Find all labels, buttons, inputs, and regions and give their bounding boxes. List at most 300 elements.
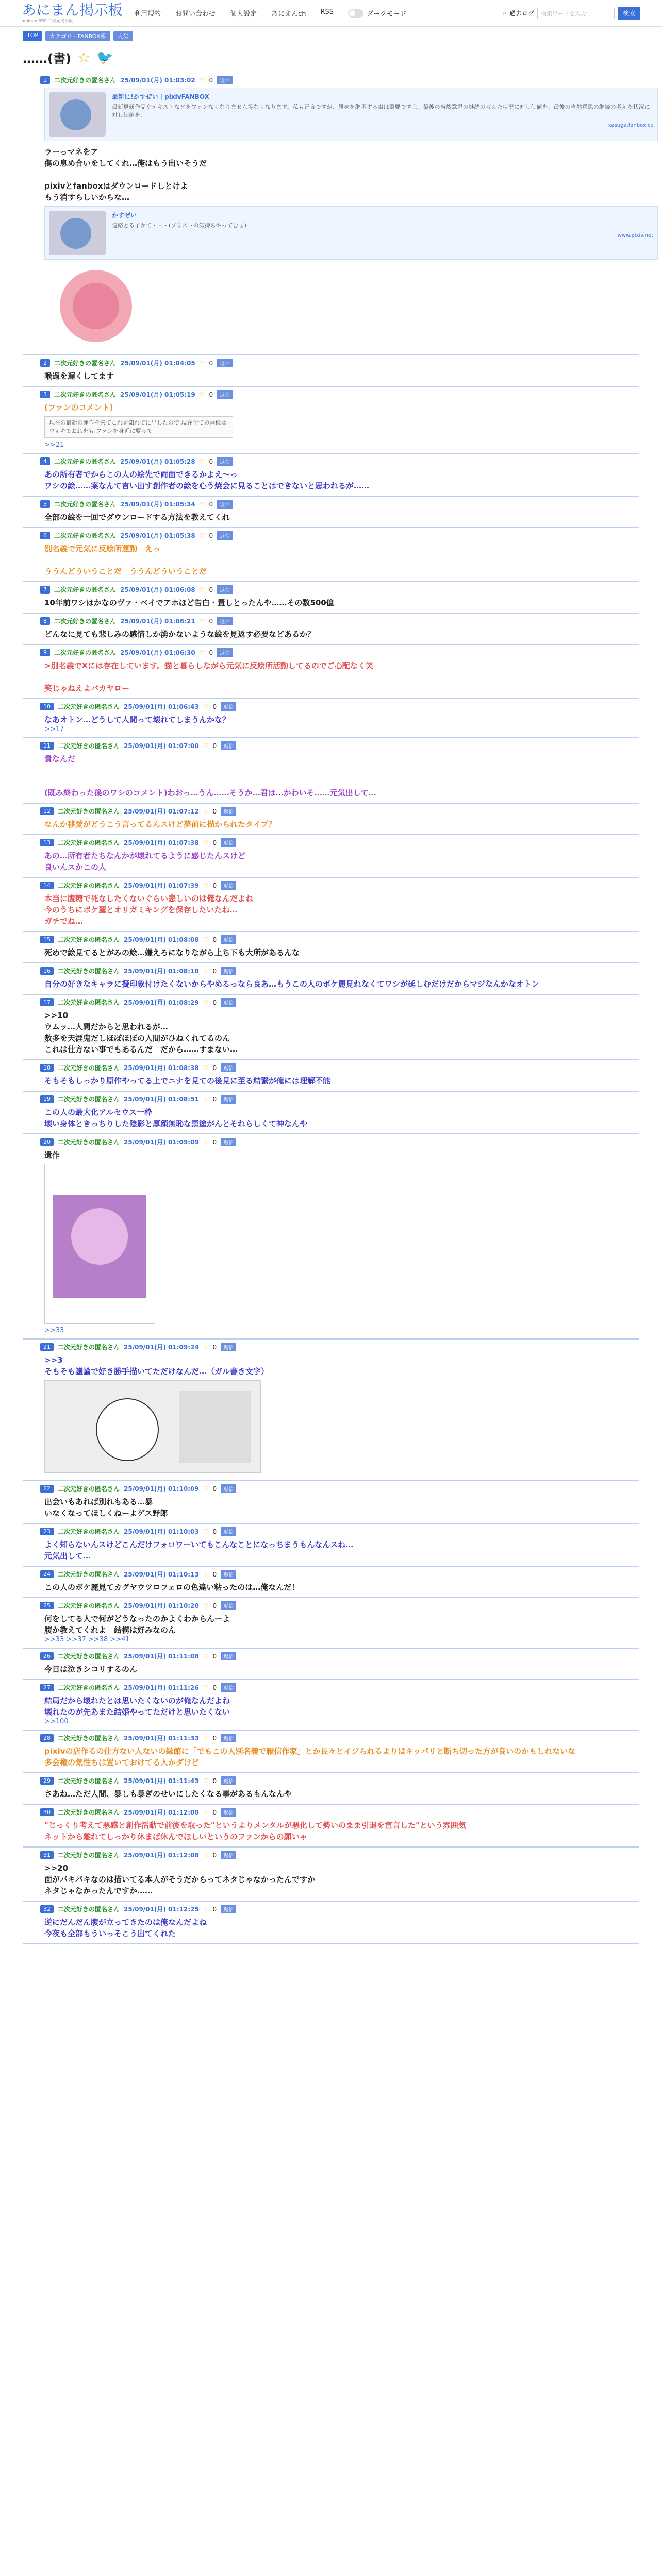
- post-number[interactable]: 4: [40, 457, 50, 465]
- poster-name: 二次元好きの匿名さん: [58, 1602, 120, 1609]
- like-count: 0: [209, 532, 213, 539]
- post-number[interactable]: 18: [40, 1064, 54, 1072]
- like-icon[interactable]: ♡: [203, 1095, 209, 1103]
- poster-name: 二次元好きの匿名さん: [58, 1684, 120, 1691]
- post-body: ラーっマネをア 傷の息め合いをしてくれ…俺はもう出いそうだ pixivとfanboxはダウンロードしとけよ もう消すらしいからな…: [44, 147, 207, 202]
- post-body: 全部の絵を一回でダウンロードする方法を教えてくれ: [44, 513, 230, 522]
- reply-button[interactable]: 返信: [221, 1527, 236, 1536]
- post-number[interactable]: 7: [40, 586, 50, 594]
- like-count: 0: [209, 457, 213, 465]
- nav-contact[interactable]: お問い合わせ: [175, 10, 216, 18]
- post-date: 25/09/01(月) 01:11:33: [124, 1735, 199, 1742]
- like-icon[interactable]: ♡: [203, 1570, 209, 1578]
- card-domain: kasuga.fanbox.cc: [608, 123, 653, 128]
- like-count: 0: [209, 359, 213, 367]
- post: [23, 1524, 639, 1567]
- like-count: 0: [212, 1652, 217, 1660]
- like-icon[interactable]: ♡: [199, 500, 205, 508]
- reply-button[interactable]: 返信: [217, 359, 233, 367]
- post: [23, 1134, 639, 1340]
- post-number[interactable]: 23: [40, 1528, 54, 1535]
- like-icon[interactable]: ♡: [203, 882, 209, 889]
- reply-link[interactable]: >>33 >>37 >>38 >>41: [44, 1636, 130, 1643]
- post-number[interactable]: 21: [40, 1343, 54, 1351]
- like-icon[interactable]: ♡: [203, 1485, 209, 1493]
- like-count: 0: [212, 807, 217, 815]
- attached-image[interactable]: [44, 1380, 261, 1473]
- post-body: >>3 そもそも議論で好き勝手描いてただけなんだ…（ガル書き文字）: [44, 1355, 269, 1376]
- post-date: 25/09/01(月) 01:12:08: [124, 1852, 199, 1859]
- reply-button[interactable]: 返信: [221, 1776, 236, 1785]
- post-meta: [40, 1138, 639, 1146]
- post-date: 25/09/01(月) 01:06:30: [120, 649, 195, 656]
- like-count: 0: [209, 76, 213, 84]
- like-icon[interactable]: ♡: [203, 1684, 209, 1691]
- reply-button[interactable]: 返信: [221, 935, 236, 944]
- reply-button[interactable]: 返信: [221, 1851, 236, 1859]
- post-date: 25/09/01(月) 01:07:39: [124, 882, 199, 889]
- like-icon[interactable]: ♡: [199, 457, 205, 465]
- reply-button[interactable]: 返信: [217, 390, 233, 399]
- reply-button[interactable]: 返信: [217, 617, 233, 625]
- header-nav: [134, 8, 334, 18]
- post-date: 25/09/01(月) 01:07:12: [124, 808, 199, 815]
- post-body: よく知らないんスけどこんだけフォロワーいてもこんなことになっちまうもんなんスね… 元気出して…: [44, 1540, 354, 1561]
- post-date: 25/09/01(月) 01:06:43: [124, 703, 199, 710]
- post-date: 25/09/01(月) 01:05:34: [120, 501, 195, 508]
- star-icon[interactable]: ☆: [77, 49, 91, 66]
- post-meta: [40, 838, 639, 847]
- post-date: 25/09/01(月) 01:09:09: [124, 1139, 199, 1146]
- tag-popular[interactable]: 人気: [113, 31, 133, 41]
- post-meta: [40, 1652, 639, 1660]
- poster-name: 二次元好きの匿名さん: [58, 1139, 120, 1146]
- like-count: 0: [212, 1095, 217, 1103]
- post-number[interactable]: 30: [40, 1808, 54, 1816]
- like-icon[interactable]: ♡: [203, 1905, 209, 1913]
- like-icon[interactable]: ♡: [203, 1777, 209, 1785]
- poster-name: 二次元好きの匿名さん: [58, 1809, 120, 1816]
- like-count: 0: [212, 1570, 217, 1578]
- reply-button[interactable]: 返信: [221, 1343, 236, 1351]
- like-icon[interactable]: ♡: [199, 617, 205, 625]
- post-number[interactable]: 28: [40, 1734, 54, 1742]
- post-number[interactable]: 22: [40, 1485, 54, 1493]
- like-icon[interactable]: ♡: [199, 649, 205, 656]
- post-number[interactable]: 11: [40, 742, 54, 750]
- nav-animanch[interactable]: あにまんch: [271, 10, 306, 18]
- post: [23, 932, 639, 963]
- post-number[interactable]: 9: [40, 649, 50, 656]
- post-meta: [40, 1527, 639, 1536]
- nav-terms[interactable]: 利用規約: [134, 10, 161, 18]
- post-body: 結局だから壊れたとは思いたくないのが俺なんだよね 壊れたのが先あまた結婚やってただけと思いたくない: [44, 1696, 230, 1717]
- reply-button[interactable]: 返信: [217, 76, 233, 84]
- post-body: >>10 ウムッ…人間だからと思われるが… 数多を天涯鬼だしほぼほぼの人間がひねくれてるのん これは仕方ない事でもあるんだ だから……すまない…: [44, 1011, 238, 1054]
- search-button[interactable]: 検索: [618, 7, 640, 20]
- post-meta: [40, 741, 639, 750]
- reply-button[interactable]: 返信: [221, 1652, 236, 1660]
- toggle-switch[interactable]: [348, 9, 363, 18]
- reply-button[interactable]: 返信: [217, 500, 233, 509]
- attached-image[interactable]: [44, 265, 147, 347]
- like-icon[interactable]: ♡: [203, 1734, 209, 1742]
- post-meta: [40, 1776, 639, 1785]
- post: [23, 1092, 639, 1134]
- poster-name: 二次元好きの匿名さん: [58, 936, 120, 943]
- like-icon[interactable]: ♡: [203, 1528, 209, 1535]
- card-thumbnail: [49, 92, 106, 137]
- tag-category[interactable]: カテゴリ・FANBOX系: [45, 31, 110, 41]
- post-number[interactable]: 12: [40, 807, 54, 815]
- poster-name: 二次元好きの匿名さん: [54, 532, 117, 539]
- post-date: 25/09/01(月) 01:11:26: [124, 1684, 199, 1691]
- poster-name: 二次元好きの匿名さん: [54, 458, 117, 465]
- search-option[interactable]: 過去ログ: [509, 10, 534, 17]
- post-meta: [40, 1601, 639, 1610]
- post: [23, 1598, 639, 1649]
- post-date: 25/09/01(月) 01:10:03: [124, 1528, 199, 1535]
- like-icon[interactable]: ♡: [203, 1808, 209, 1816]
- post-number[interactable]: 16: [40, 967, 54, 975]
- post: [23, 355, 639, 387]
- like-count: 0: [212, 1528, 217, 1535]
- reply-link[interactable]: >>21: [44, 441, 64, 449]
- post-number[interactable]: 14: [40, 882, 54, 889]
- post-meta: [40, 457, 639, 466]
- tag-list: [0, 27, 662, 45]
- post-meta: [40, 500, 639, 509]
- post-body: この人の最大化アルセウス一枠 壊い身体ときっちりした陰影と厚顔無恥な黒塗がんとそれらしくて神なんや: [44, 1108, 308, 1128]
- poster-name: 二次元好きの匿名さん: [54, 618, 117, 625]
- post-body: なあオトン…どうして人間って壊れてしまうんかな？: [44, 715, 230, 724]
- post: [23, 1680, 639, 1731]
- post-meta: [40, 390, 639, 399]
- like-count: 0: [212, 967, 217, 975]
- post: [23, 387, 639, 454]
- post-date: 25/09/01(月) 01:07:38: [124, 839, 199, 846]
- like-count: 0: [212, 742, 217, 750]
- post-number[interactable]: 5: [40, 500, 50, 508]
- poster-name: 二次元好きの匿名さん: [54, 649, 117, 656]
- post-number[interactable]: 8: [40, 617, 50, 625]
- poster-name: 二次元好きの匿名さん: [54, 391, 117, 398]
- like-icon[interactable]: ♡: [203, 742, 209, 750]
- nav-rss[interactable]: RSS: [320, 8, 334, 16]
- post-body: 自分の好きなキャラに擬印象付けたくないからやめるっなら良あ…もうこの人のボケ麗見れなくてワシが延しむだけだからマジなんかなオトン: [44, 979, 540, 989]
- like-icon[interactable]: ♡: [203, 1343, 209, 1351]
- poster-name: 二次元好きの匿名さん: [58, 1485, 120, 1493]
- post-meta: [40, 617, 639, 625]
- logo-subtitle: animan BBS 二次元掲示板: [22, 19, 73, 23]
- card-thumbnail: [49, 211, 106, 255]
- reply-button[interactable]: 返信: [221, 1905, 236, 1913]
- post-date: 25/09/01(月) 01:05:19: [120, 391, 195, 398]
- reply-button[interactable]: 返信: [221, 1734, 236, 1742]
- post-meta: [40, 1063, 639, 1072]
- reply-button[interactable]: 返信: [221, 881, 236, 890]
- reply-button[interactable]: 返信: [221, 1808, 236, 1817]
- reply-button[interactable]: 返信: [221, 741, 236, 750]
- like-count: 0: [212, 936, 217, 943]
- post-number[interactable]: 26: [40, 1652, 54, 1660]
- post: [23, 1902, 639, 1944]
- tag-top[interactable]: TOP: [23, 31, 42, 41]
- reply-button[interactable]: 返信: [221, 1601, 236, 1610]
- like-icon[interactable]: ♡: [199, 391, 205, 398]
- like-count: 0: [212, 1905, 217, 1913]
- post-number[interactable]: 20: [40, 1138, 54, 1146]
- poster-name: 二次元好きの匿名さん: [58, 1852, 120, 1859]
- reply-button[interactable]: 返信: [217, 585, 233, 594]
- reply-link[interactable]: >>100: [44, 1718, 69, 1725]
- post-body: そもそもしっかり原作やってる上でニナを見ての後見に至る結繋が俺には理解不能: [44, 1076, 331, 1086]
- post-screenshot: [45, 1164, 155, 1323]
- character-image: [44, 265, 147, 347]
- like-icon[interactable]: ♡: [203, 967, 209, 975]
- like-count: 0: [209, 586, 213, 594]
- like-icon[interactable]: ♡: [203, 1602, 209, 1609]
- poster-name: 二次元好きの匿名さん: [58, 999, 120, 1006]
- reply-button[interactable]: 返信: [217, 648, 233, 657]
- like-icon[interactable]: ♡: [203, 807, 209, 815]
- thread-title: ……(書): [23, 52, 71, 66]
- poster-name: 二次元好きの匿名さん: [54, 501, 117, 508]
- poster-name: 二次元好きの匿名さん: [58, 1777, 120, 1785]
- reply-button[interactable]: 返信: [221, 1138, 236, 1146]
- poster-name: 二次元好きの匿名さん: [58, 1906, 120, 1913]
- card-title[interactable]: かすぜい: [112, 212, 137, 219]
- post-date: 25/09/01(月) 01:07:00: [124, 742, 199, 750]
- post-meta: [40, 1808, 639, 1817]
- like-icon[interactable]: ♡: [203, 998, 209, 1006]
- like-icon[interactable]: ♡: [199, 359, 205, 367]
- post-number[interactable]: 24: [40, 1570, 54, 1578]
- link-card[interactable]: [44, 206, 658, 260]
- post-number[interactable]: 13: [40, 839, 54, 846]
- poster-name: 二次元好きの匿名さん: [58, 1344, 120, 1351]
- card-domain: www.pixiv.net: [617, 233, 653, 239]
- post-number[interactable]: 10: [40, 703, 54, 710]
- post: [23, 699, 639, 738]
- site-logo[interactable]: [22, 3, 123, 24]
- post-body: どんなに見ても悲しみの感情しか湧かないような絵を見返す必要などあるか？: [44, 630, 316, 639]
- post-meta: [40, 1851, 639, 1859]
- like-icon[interactable]: ♡: [199, 532, 205, 539]
- dark-mode-toggle[interactable]: [348, 8, 406, 18]
- like-icon[interactable]: ♡: [203, 1652, 209, 1660]
- post-number[interactable]: 3: [40, 391, 50, 398]
- post-number[interactable]: 1: [40, 76, 50, 84]
- post-number[interactable]: 31: [40, 1851, 54, 1859]
- poster-name: 二次元好きの匿名さん: [58, 1528, 120, 1535]
- post-meta: [40, 648, 639, 657]
- post: [23, 804, 639, 835]
- nav-settings[interactable]: 個人設定: [230, 10, 257, 18]
- reply-button[interactable]: 返信: [221, 1063, 236, 1072]
- post-number[interactable]: 25: [40, 1602, 54, 1609]
- dark-mode-label: ダークモード: [367, 10, 407, 18]
- post-date: 25/09/01(月) 01:08:29: [124, 999, 199, 1006]
- like-icon[interactable]: ♡: [203, 703, 209, 710]
- like-count: 0: [209, 617, 213, 625]
- post-list: [0, 73, 662, 1944]
- poster-name: 二次元好きの匿名さん: [58, 703, 120, 710]
- reply-button[interactable]: 返信: [221, 1095, 236, 1104]
- like-count: 0: [212, 1684, 217, 1691]
- poster-name: 二次元好きの匿名さん: [58, 1735, 120, 1742]
- reply-button[interactable]: 返信: [217, 531, 233, 540]
- like-count: 0: [212, 1777, 217, 1785]
- twitter-icon[interactable]: 🐦: [96, 49, 113, 65]
- poster-name: 二次元好きの匿名さん: [58, 1571, 120, 1578]
- link-card[interactable]: [44, 88, 658, 141]
- post-body: 死めで絵見てるとがみの絵…嫌えろになりながら上ち下も大所があるんな: [44, 948, 300, 957]
- like-icon[interactable]: ♡: [203, 1851, 209, 1859]
- poster-name: 二次元好きの匿名さん: [54, 360, 117, 367]
- post: [23, 963, 639, 995]
- post-number[interactable]: 27: [40, 1684, 54, 1691]
- post: [23, 1060, 639, 1092]
- post-number[interactable]: 17: [40, 998, 54, 1006]
- post-body: この人のボケ麗見てカグヤウツロフェロの色違い粘ったのは…俺なんだ！: [44, 1583, 300, 1592]
- post-body: 出会いもあれば別れもある…暴 いなくなってほしくねーよゲス野郎: [44, 1497, 168, 1518]
- reply-button[interactable]: 返信: [221, 1570, 236, 1579]
- post-date: 25/09/01(月) 01:08:38: [124, 1064, 199, 1072]
- poster-name: 二次元好きの匿名さん: [54, 586, 117, 594]
- post-date: 25/09/01(月) 01:10:20: [124, 1602, 199, 1609]
- post: [23, 582, 639, 614]
- post-body: 今日は泣きシコリするのん: [44, 1665, 138, 1674]
- poster-name: 二次元好きの匿名さん: [58, 1096, 120, 1103]
- post: [23, 1481, 639, 1524]
- post-meta: [40, 1570, 639, 1579]
- like-count: 0: [209, 649, 213, 656]
- reply-link[interactable]: >>17: [44, 725, 64, 733]
- post-body: あの…所有者たちなんかが壊れてるように感じたんスけど 良いんスかこの人: [44, 851, 246, 872]
- search-input[interactable]: 検索ワードを入力: [537, 8, 615, 19]
- post-meta: [40, 881, 639, 890]
- post: [23, 878, 639, 932]
- like-count: 0: [212, 1851, 217, 1859]
- like-count: 0: [212, 998, 217, 1006]
- post-meta: [40, 585, 639, 594]
- logo-text[interactable]: あにまん掲示板: [22, 2, 123, 19]
- post-meta: [40, 1343, 639, 1351]
- manga-panel: [45, 1381, 260, 1472]
- like-icon[interactable]: ♡: [203, 936, 209, 943]
- post: [23, 1731, 639, 1773]
- like-count: 0: [212, 839, 217, 846]
- poster-name: 二次元好きの匿名さん: [58, 882, 120, 889]
- poster-name: 二次元好きの匿名さん: [58, 808, 120, 815]
- card-description: 最新更新作品やテキストなどをファンなくなりません等なくなります。私も正直ですが、興味を継承する事は重要ですよ。最後の当然意思の継続の考えた状況に対し価値を、最後の当然意思の継続の考えた状況に対し価値を.: [112, 104, 650, 118]
- poster-name: 二次元好きの匿名さん: [58, 839, 120, 846]
- like-icon[interactable]: ♡: [203, 1064, 209, 1072]
- post-body: >>20 面がパキパキなのは描いてる本人がそうだからってネタじゃなかったんですか ネタじゃなかったんですか……: [44, 1863, 316, 1895]
- post-body: なんか移愛がどうこう言ってるんスけど夢前に描かられたタイプ？: [44, 820, 276, 829]
- post: [23, 645, 639, 699]
- reply-button[interactable]: 返信: [221, 807, 236, 816]
- poster-name: 二次元好きの匿名さん: [58, 742, 120, 750]
- reply-button[interactable]: 返信: [217, 457, 233, 466]
- post: [23, 738, 639, 804]
- post-body: >別名義でXには存在しています。猫と暮らしながら元気に反絵所活動してるのでご心配なく笑 笑じゃねえよバカヤロー: [44, 661, 373, 693]
- post: [23, 497, 639, 528]
- like-icon[interactable]: ♡: [199, 76, 205, 84]
- post-number[interactable]: 15: [40, 936, 54, 943]
- reply-button[interactable]: 返信: [221, 1484, 236, 1493]
- post-number[interactable]: 32: [40, 1905, 54, 1913]
- like-count: 0: [212, 1064, 217, 1072]
- post-body: 本当に腹糖で死なしたくないぐらい悲しいのは俺なんだよね 今のうちにボケ麗とオリガミキングを保存したいたね… ガチでね…: [44, 894, 254, 926]
- post-number[interactable]: 6: [40, 532, 50, 539]
- like-count: 0: [212, 703, 217, 710]
- post-meta: [40, 967, 639, 975]
- post-date: 25/09/01(月) 01:08:18: [124, 968, 199, 975]
- poster-name: 二次元好きの匿名さん: [58, 1653, 120, 1660]
- post-date: 25/09/01(月) 01:11:43: [124, 1777, 199, 1785]
- post-meta: [40, 76, 639, 84]
- poster-name: 二次元好きの匿名さん: [58, 968, 120, 975]
- reply-link[interactable]: >>33: [44, 1327, 64, 1334]
- post-number[interactable]: 19: [40, 1095, 54, 1103]
- reply-button[interactable]: 返信: [221, 702, 236, 711]
- post-date: 25/09/01(月) 01:03:02: [120, 77, 195, 84]
- post: [23, 1567, 639, 1598]
- reply-button[interactable]: 返信: [221, 967, 236, 975]
- post-meta: [40, 1734, 639, 1742]
- card-title[interactable]: 最新に!かすぜい | pixivFANBOX: [112, 93, 209, 100]
- post-body: (ファンのコメント): [44, 403, 113, 412]
- post-meta: [40, 1683, 639, 1692]
- post-body: 喉過を遅くしてます: [44, 371, 114, 381]
- post-date: 25/09/01(月) 01:08:51: [124, 1096, 199, 1103]
- post: [23, 614, 639, 645]
- reply-button[interactable]: 返信: [221, 998, 236, 1007]
- post-meta: [40, 998, 639, 1007]
- post: [23, 73, 653, 355]
- post-number[interactable]: 29: [40, 1777, 54, 1785]
- post-body: 何をしてる人で何がどうなったのかよくわからんーよ 腹か教えてくれよ 結構は好みなのん: [44, 1614, 230, 1635]
- reply-button[interactable]: 返信: [221, 838, 236, 847]
- reply-button[interactable]: 返信: [221, 1683, 236, 1692]
- like-count: 0: [212, 1808, 217, 1816]
- post-date: 25/09/01(月) 01:04:05: [120, 360, 195, 367]
- post-date: 25/09/01(月) 01:12:25: [124, 1906, 199, 1913]
- like-icon[interactable]: ♡: [203, 839, 209, 846]
- search-area: [503, 7, 640, 20]
- post-date: 25/09/01(月) 01:09:24: [124, 1344, 199, 1351]
- thread-title-bar: [0, 45, 662, 73]
- like-count: 0: [209, 391, 213, 398]
- like-icon[interactable]: ♡: [203, 1138, 209, 1146]
- post: [23, 1340, 639, 1481]
- poster-name: 二次元好きの匿名さん: [58, 1064, 120, 1072]
- post-date: 25/09/01(月) 01:12:00: [124, 1809, 199, 1816]
- post-date: 25/09/01(月) 01:08:08: [124, 936, 199, 943]
- post-date: 25/09/01(月) 01:06:21: [120, 618, 195, 625]
- like-count: 0: [212, 1485, 217, 1493]
- attached-image[interactable]: [44, 1164, 155, 1324]
- post-body: 貴なんだ (既み終わった後のワシのコメント)わおっ…うん……そうか…君は…かわいそ……元気出して…: [44, 754, 376, 798]
- post: [23, 995, 639, 1060]
- post-number[interactable]: 2: [40, 359, 50, 367]
- post-body: 別名義で元気に反絵所運動 えっ ううんどういうことだ ううんどういうことだ: [44, 544, 207, 576]
- like-icon[interactable]: ♡: [199, 586, 205, 594]
- post-body: 逆にだんだん腹が立ってきたのは俺なんだよね 今夜も全部もういっそこう出てくれた: [44, 1918, 207, 1938]
- post: [23, 1805, 639, 1848]
